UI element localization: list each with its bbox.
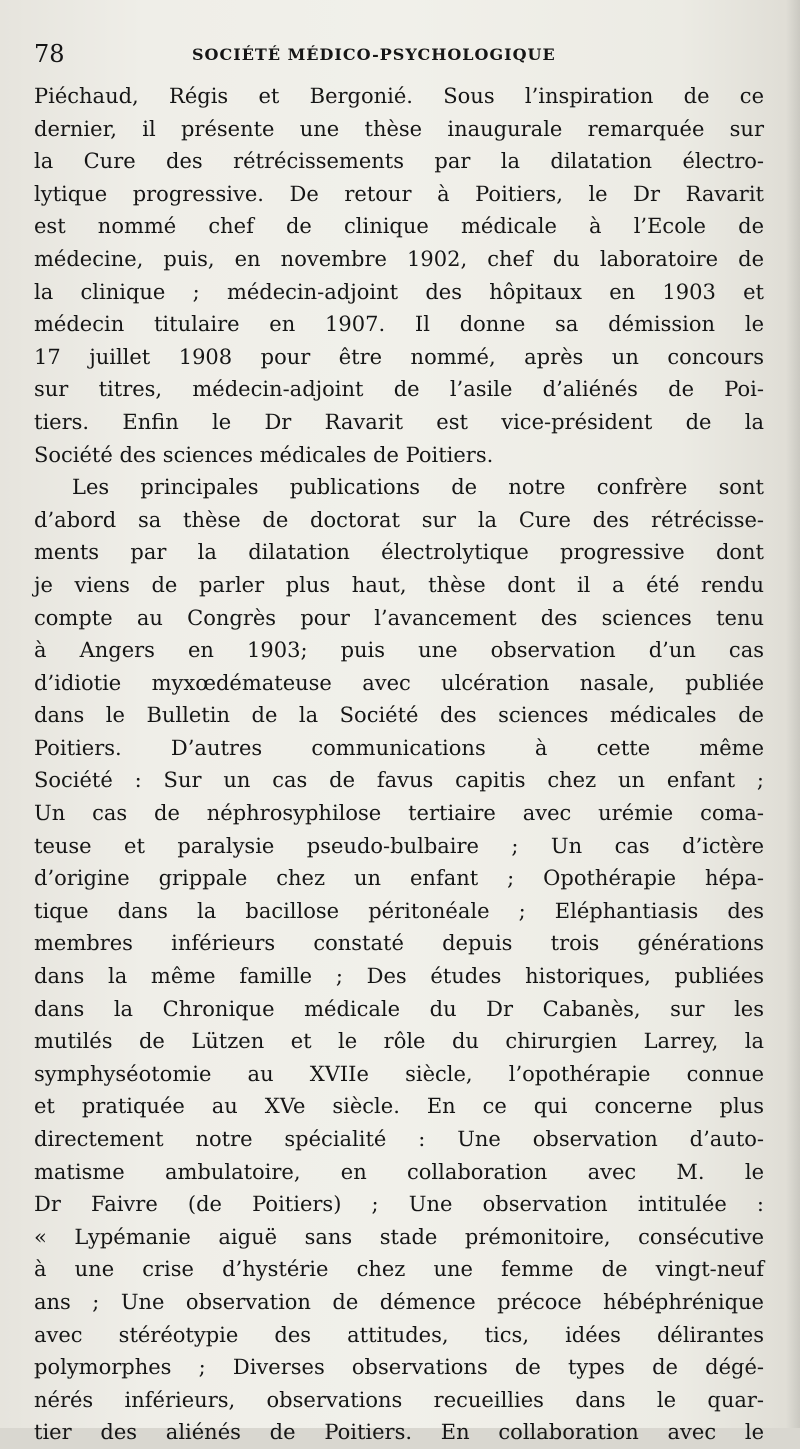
text-line: dans le Bulletin de la Société des sciences médicales de xyxy=(34,703,764,728)
text-line: Poitiers. D’autres communications à cette même xyxy=(34,735,764,760)
text-line: directement notre spécialité : Une observation d’auto- xyxy=(34,1127,764,1151)
running-title: SOCIÉTÉ MÉDICO-PSYCHOLOGIQUE xyxy=(192,45,556,64)
text-line: est nommé chef de clinique médicale à l’Ecole de xyxy=(34,214,764,239)
text-line: dernier, il présente une thèse inaugurale remarquée sur xyxy=(34,116,764,141)
text-line: compte au Congrès pour l’avancement des sciences tenu xyxy=(34,605,764,630)
text-line: tiers. Enfin le Dr Ravarit est vice-président de la xyxy=(34,409,764,434)
text-line: tier des aliénés de Poitiers. En collaboration avec le xyxy=(34,1420,764,1445)
text-line: membres inférieurs constaté depuis trois générations xyxy=(34,931,764,956)
text-line: d’origine grippale chez un enfant ; Opothérapie hépa- xyxy=(34,866,764,891)
text-line: symphyséotomie au XVIIe siècle, l’opothérapie connue xyxy=(34,1061,764,1086)
text-line: la clinique ; médecin-adjoint des hôpitaux en 1903 et xyxy=(34,279,764,304)
text-line: ments par la dilatation électrolytique progressive dont xyxy=(34,540,764,565)
text-line: la Cure des rétrécissements par la dilatation électro- xyxy=(34,149,764,174)
text-line: Société des sciences médicales de Poitiers. xyxy=(34,442,494,467)
text-line: polymorphes ; Diverses observations de types de dégé- xyxy=(34,1355,764,1380)
text-line: Un cas de néphrosyphilose tertiaire avec urémie coma- xyxy=(34,801,764,826)
text-line: « Lypémanie aiguë sans stade prémonitoire, consécutive xyxy=(34,1224,764,1249)
text-line: tique dans la bacillose péritonéale ; Eléphantiasis des xyxy=(34,898,764,923)
text-line: ans ; Une observation de démence précoce hébéphrénique xyxy=(34,1289,764,1314)
text-line: médecin titulaire en 1907. Il donne sa démission le xyxy=(34,312,764,337)
text-line: Piéchaud, Régis et Bergonié. Sous l’inspiration de ce xyxy=(34,84,764,108)
text-line: d’idiotie myxœdémateuse avec ulcération nasale, publiée xyxy=(34,670,764,695)
text-line: médecine, puis, en novembre 1902, chef du laboratoire de xyxy=(34,246,764,271)
text-line: teuse et paralysie pseudo-bulbaire ; Un cas d’ictère xyxy=(34,833,764,858)
text-line: à une crise d’hystérie chez une femme de vingt-neuf xyxy=(34,1257,764,1282)
body-text xyxy=(34,80,764,1449)
text-line: dans la Chronique médicale du Dr Cabanès, sur les xyxy=(34,996,764,1021)
page-header xyxy=(34,38,772,78)
text-line: Société : Sur un cas de favus capitis chez un enfant ; xyxy=(34,768,764,793)
text-line: Dr Faivre (de Poitiers) ; Une observation intitulée : xyxy=(34,1192,764,1217)
text-line: et pratiquée au XVe siècle. En ce qui concerne plus xyxy=(34,1094,764,1119)
text-line: matisme ambulatoire, en collaboration avec M. le xyxy=(34,1159,764,1184)
paragraph-first-line: Les principales publications de notre confrère sont xyxy=(72,475,764,500)
page-number: 78 xyxy=(34,40,65,68)
text-line: dans la même famille ; Des études historiques, publiées xyxy=(34,964,764,989)
text-line: 17 juillet 1908 pour être nommé, après un concours xyxy=(34,344,764,369)
page-edge-shadow xyxy=(786,0,800,1428)
text-line: lytique progressive. De retour à Poitiers, le Dr Ravarit xyxy=(34,181,764,206)
text-line: sur titres, médecin-adjoint de l’asile d’aliénés de Poi- xyxy=(34,377,764,402)
text-line: avec stéréotypie des attitudes, tics, idées délirantes xyxy=(34,1322,764,1347)
text-line: à Angers en 1903; puis une observation d’un cas xyxy=(34,638,764,663)
text-line: mutilés de Lützen et le rôle du chirurgien Larrey, la xyxy=(34,1029,764,1054)
text-line: je viens de parler plus haut, thèse dont il a été rendu xyxy=(34,572,764,597)
text-line: d’abord sa thèse de doctorat sur la Cure des rétrécisse- xyxy=(34,507,764,532)
text-line: nérés inférieurs, observations recueillies dans le quar- xyxy=(34,1387,764,1412)
